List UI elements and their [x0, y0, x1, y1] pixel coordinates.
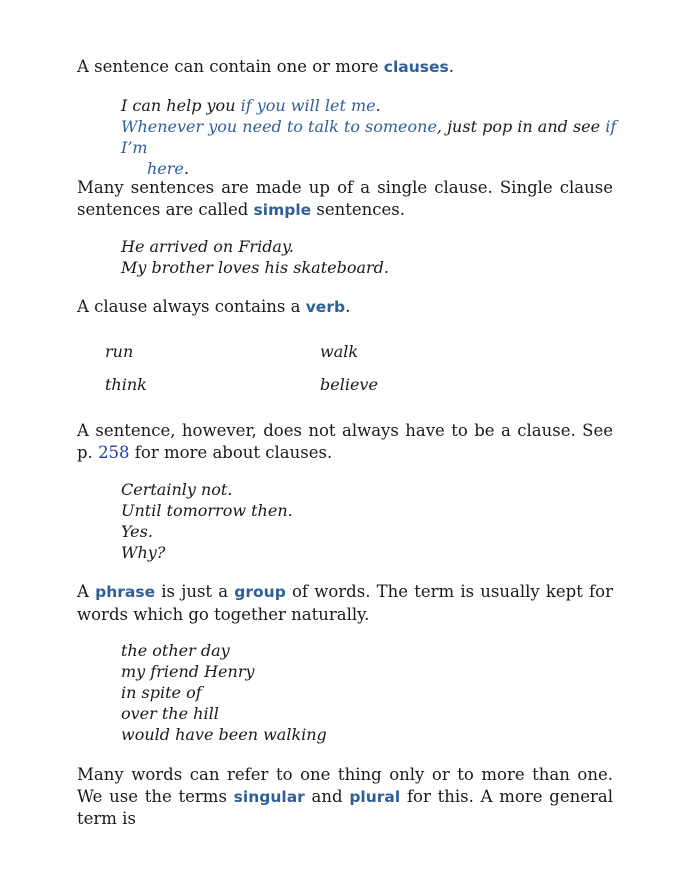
example-block-simple: [121, 236, 621, 278]
example-line: over the hill: [121, 704, 219, 723]
example-line: Until tomorrow then.: [121, 501, 293, 520]
example-line: I can help you if you will let me.: [121, 96, 381, 115]
verb-example: think: [105, 375, 147, 394]
example-line: Yes.: [121, 522, 153, 541]
verb-example: believe: [320, 375, 378, 394]
example-block-phrase: [121, 640, 621, 745]
verb-example: walk: [320, 342, 359, 361]
example-line: the other day: [121, 641, 230, 660]
paragraph-simple: Many sentences are made up of a single clause. Single clause sentences are called simple sentences.: [77, 178, 613, 219]
example-line: Whenever you need to talk to someone, just pop in and see if I’m: [121, 117, 617, 157]
example-block-clauses: [121, 95, 621, 179]
term-phrase: phrase: [95, 583, 156, 601]
page-reference-link[interactable]: 258: [98, 442, 130, 462]
example-line: my friend Henry: [121, 662, 255, 681]
paragraph-clauses: A sentence can contain one or more clauses.: [77, 57, 454, 76]
term-singular: singular: [233, 787, 305, 806]
example-line: He arrived on Friday.: [121, 237, 294, 256]
term-group: group: [234, 583, 286, 601]
example-line: Why?: [121, 543, 166, 562]
example-line: Certainly not.: [121, 480, 233, 499]
example-block-not-clause: [121, 479, 621, 563]
term-clauses: clauses: [383, 58, 449, 76]
term-plural: plural: [349, 787, 401, 806]
paragraph-singular-plural: Many words can refer to one thing only or to more than one. We use the terms singular and plural for this. A more general term is: [77, 765, 613, 828]
paragraph-phrase: A phrase is just a group of words. The term is usually kept for words which go together naturally.: [77, 582, 613, 624]
verb-example: run: [105, 342, 134, 361]
term-verb: verb: [305, 298, 346, 316]
term-simple: simple: [253, 200, 312, 219]
example-line: would have been walking: [121, 725, 327, 744]
paragraph-verb: A clause always contains a verb.: [77, 297, 351, 316]
example-line: My brother loves his skateboard.: [121, 258, 389, 277]
example-line: here.: [147, 159, 189, 178]
example-line: in spite of: [121, 683, 202, 702]
paragraph-not-clause: A sentence, however, does not always have to be a clause. See p. 258 for more about clauses.: [77, 421, 613, 462]
